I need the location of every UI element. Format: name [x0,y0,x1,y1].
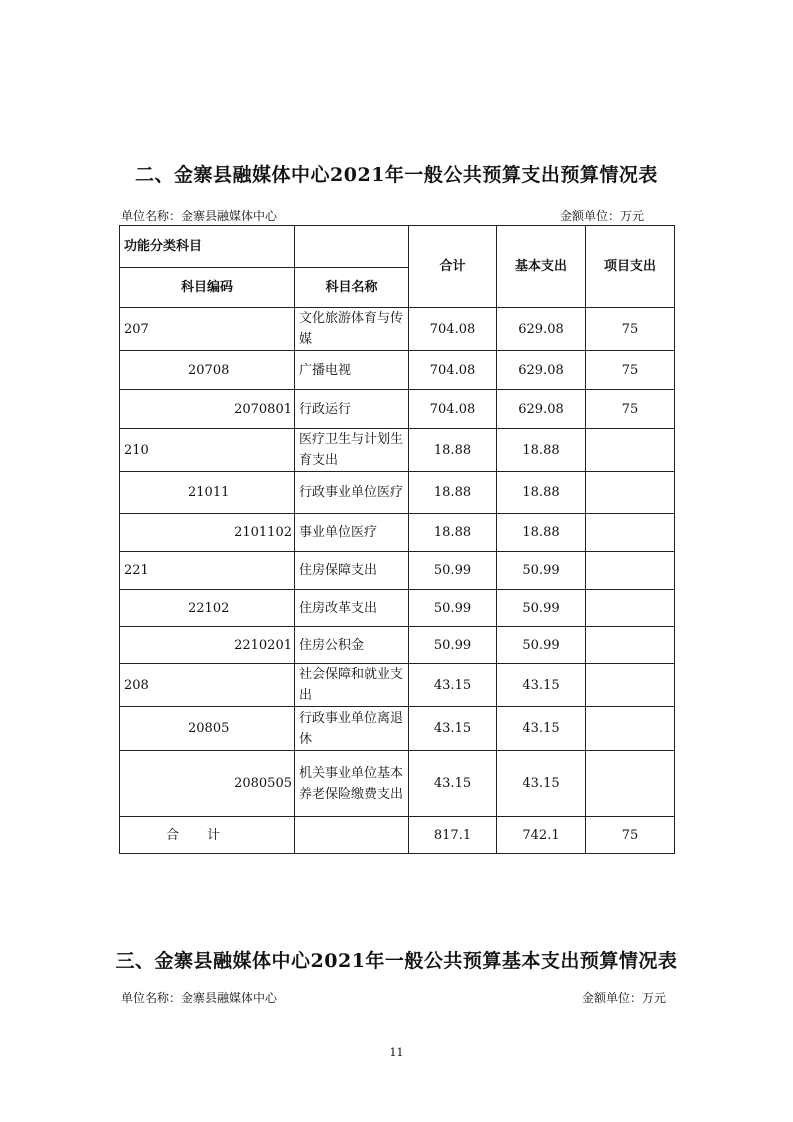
row-basic: 18.88 [497,472,586,514]
section3-title: 三、金寨县融媒体中心2021年一般公共预算基本支出预算情况表 [115,950,678,972]
row-name: 文化旅游体育与传媒 [295,308,409,351]
row-code: 2080505 [120,751,295,817]
section3-amount-unit: 金额单位：万元 [582,991,667,1005]
table-row [120,590,675,627]
row-project [586,552,675,590]
row-code: 2101102 [120,514,295,552]
total-total: 817.1 [409,817,497,854]
row-project [586,472,675,514]
row-total: 43.15 [409,707,497,751]
row-name: 事业单位医疗 [295,514,409,552]
header-empty [295,226,409,268]
row-basic: 50.99 [497,552,586,590]
row-project [586,590,675,627]
table-row [120,390,675,429]
row-total: 43.15 [409,751,497,817]
section2-title: 二、金寨县融媒体中心2021年一般公共预算支出预算情况表 [135,164,658,186]
row-total: 50.99 [409,627,497,664]
row-total: 18.88 [409,429,497,472]
row-basic: 629.08 [497,351,586,390]
row-name: 广播电视 [295,351,409,390]
row-project [586,707,675,751]
row-total: 50.99 [409,552,497,590]
row-project [586,627,675,664]
row-name: 住房保障支出 [295,552,409,590]
row-code: 2070801 [120,390,295,429]
header-code: 科目编码 [120,268,295,308]
row-project [586,514,675,552]
row-project [586,751,675,817]
table-row [120,514,675,552]
header-project: 项目支出 [586,226,675,308]
section3-unit-name: 单位名称：金寨县融媒体中心 [121,991,278,1005]
table-row [120,472,675,514]
row-name: 行政事业单位离退休 [295,707,409,751]
header-category: 功能分类科目 [120,226,295,268]
table-row [120,429,675,472]
row-total: 43.15 [409,664,497,707]
row-name: 住房改革支出 [295,590,409,627]
row-basic: 43.15 [497,664,586,707]
row-basic: 50.99 [497,590,586,627]
row-total: 704.08 [409,351,497,390]
row-basic: 18.88 [497,514,586,552]
table-row [120,751,675,817]
row-basic: 18.88 [497,429,586,472]
row-name: 医疗卫生与计划生育支出 [295,429,409,472]
row-project: 75 [586,308,675,351]
row-code: 208 [120,664,295,707]
table-row [120,707,675,751]
total-label: 合计 [120,817,295,854]
row-project: 75 [586,390,675,429]
row-basic: 43.15 [497,751,586,817]
row-name: 机关事业单位基本养老保险缴费支出 [295,751,409,817]
row-basic: 50.99 [497,627,586,664]
row-total: 704.08 [409,308,497,351]
header-basic: 基本支出 [497,226,586,308]
row-project [586,429,675,472]
total-project: 75 [586,817,675,854]
row-code: 210 [120,429,295,472]
table-row [120,664,675,707]
table-row [120,351,675,390]
table-row [120,552,675,590]
row-name: 住房公积金 [295,627,409,664]
row-total: 18.88 [409,472,497,514]
total-row [120,817,675,854]
row-project: 75 [586,351,675,390]
row-name: 社会保障和就业支出 [295,664,409,707]
budget-table [119,225,675,854]
row-code: 22102 [120,590,295,627]
header-total: 合计 [409,226,497,308]
row-code: 20708 [120,351,295,390]
section2-amount-unit: 金额单位：万元 [560,209,645,223]
row-code: 2210201 [120,627,295,664]
row-code: 207 [120,308,295,351]
row-code: 221 [120,552,295,590]
total-empty [295,817,409,854]
table-row [120,308,675,351]
total-basic: 742.1 [497,817,586,854]
section2-unit-name: 单位名称：金寨县融媒体中心 [121,209,278,223]
row-name: 行政运行 [295,390,409,429]
row-code: 20805 [120,707,295,751]
row-name: 行政事业单位医疗 [295,472,409,514]
row-total: 50.99 [409,590,497,627]
row-total: 704.08 [409,390,497,429]
row-project [586,664,675,707]
row-basic: 629.08 [497,308,586,351]
row-code: 21011 [120,472,295,514]
row-basic: 629.08 [497,390,586,429]
row-total: 18.88 [409,514,497,552]
row-basic: 43.15 [497,707,586,751]
table-row [120,627,675,664]
page-number: 11 [389,1046,404,1059]
header-name: 科目名称 [295,268,409,308]
